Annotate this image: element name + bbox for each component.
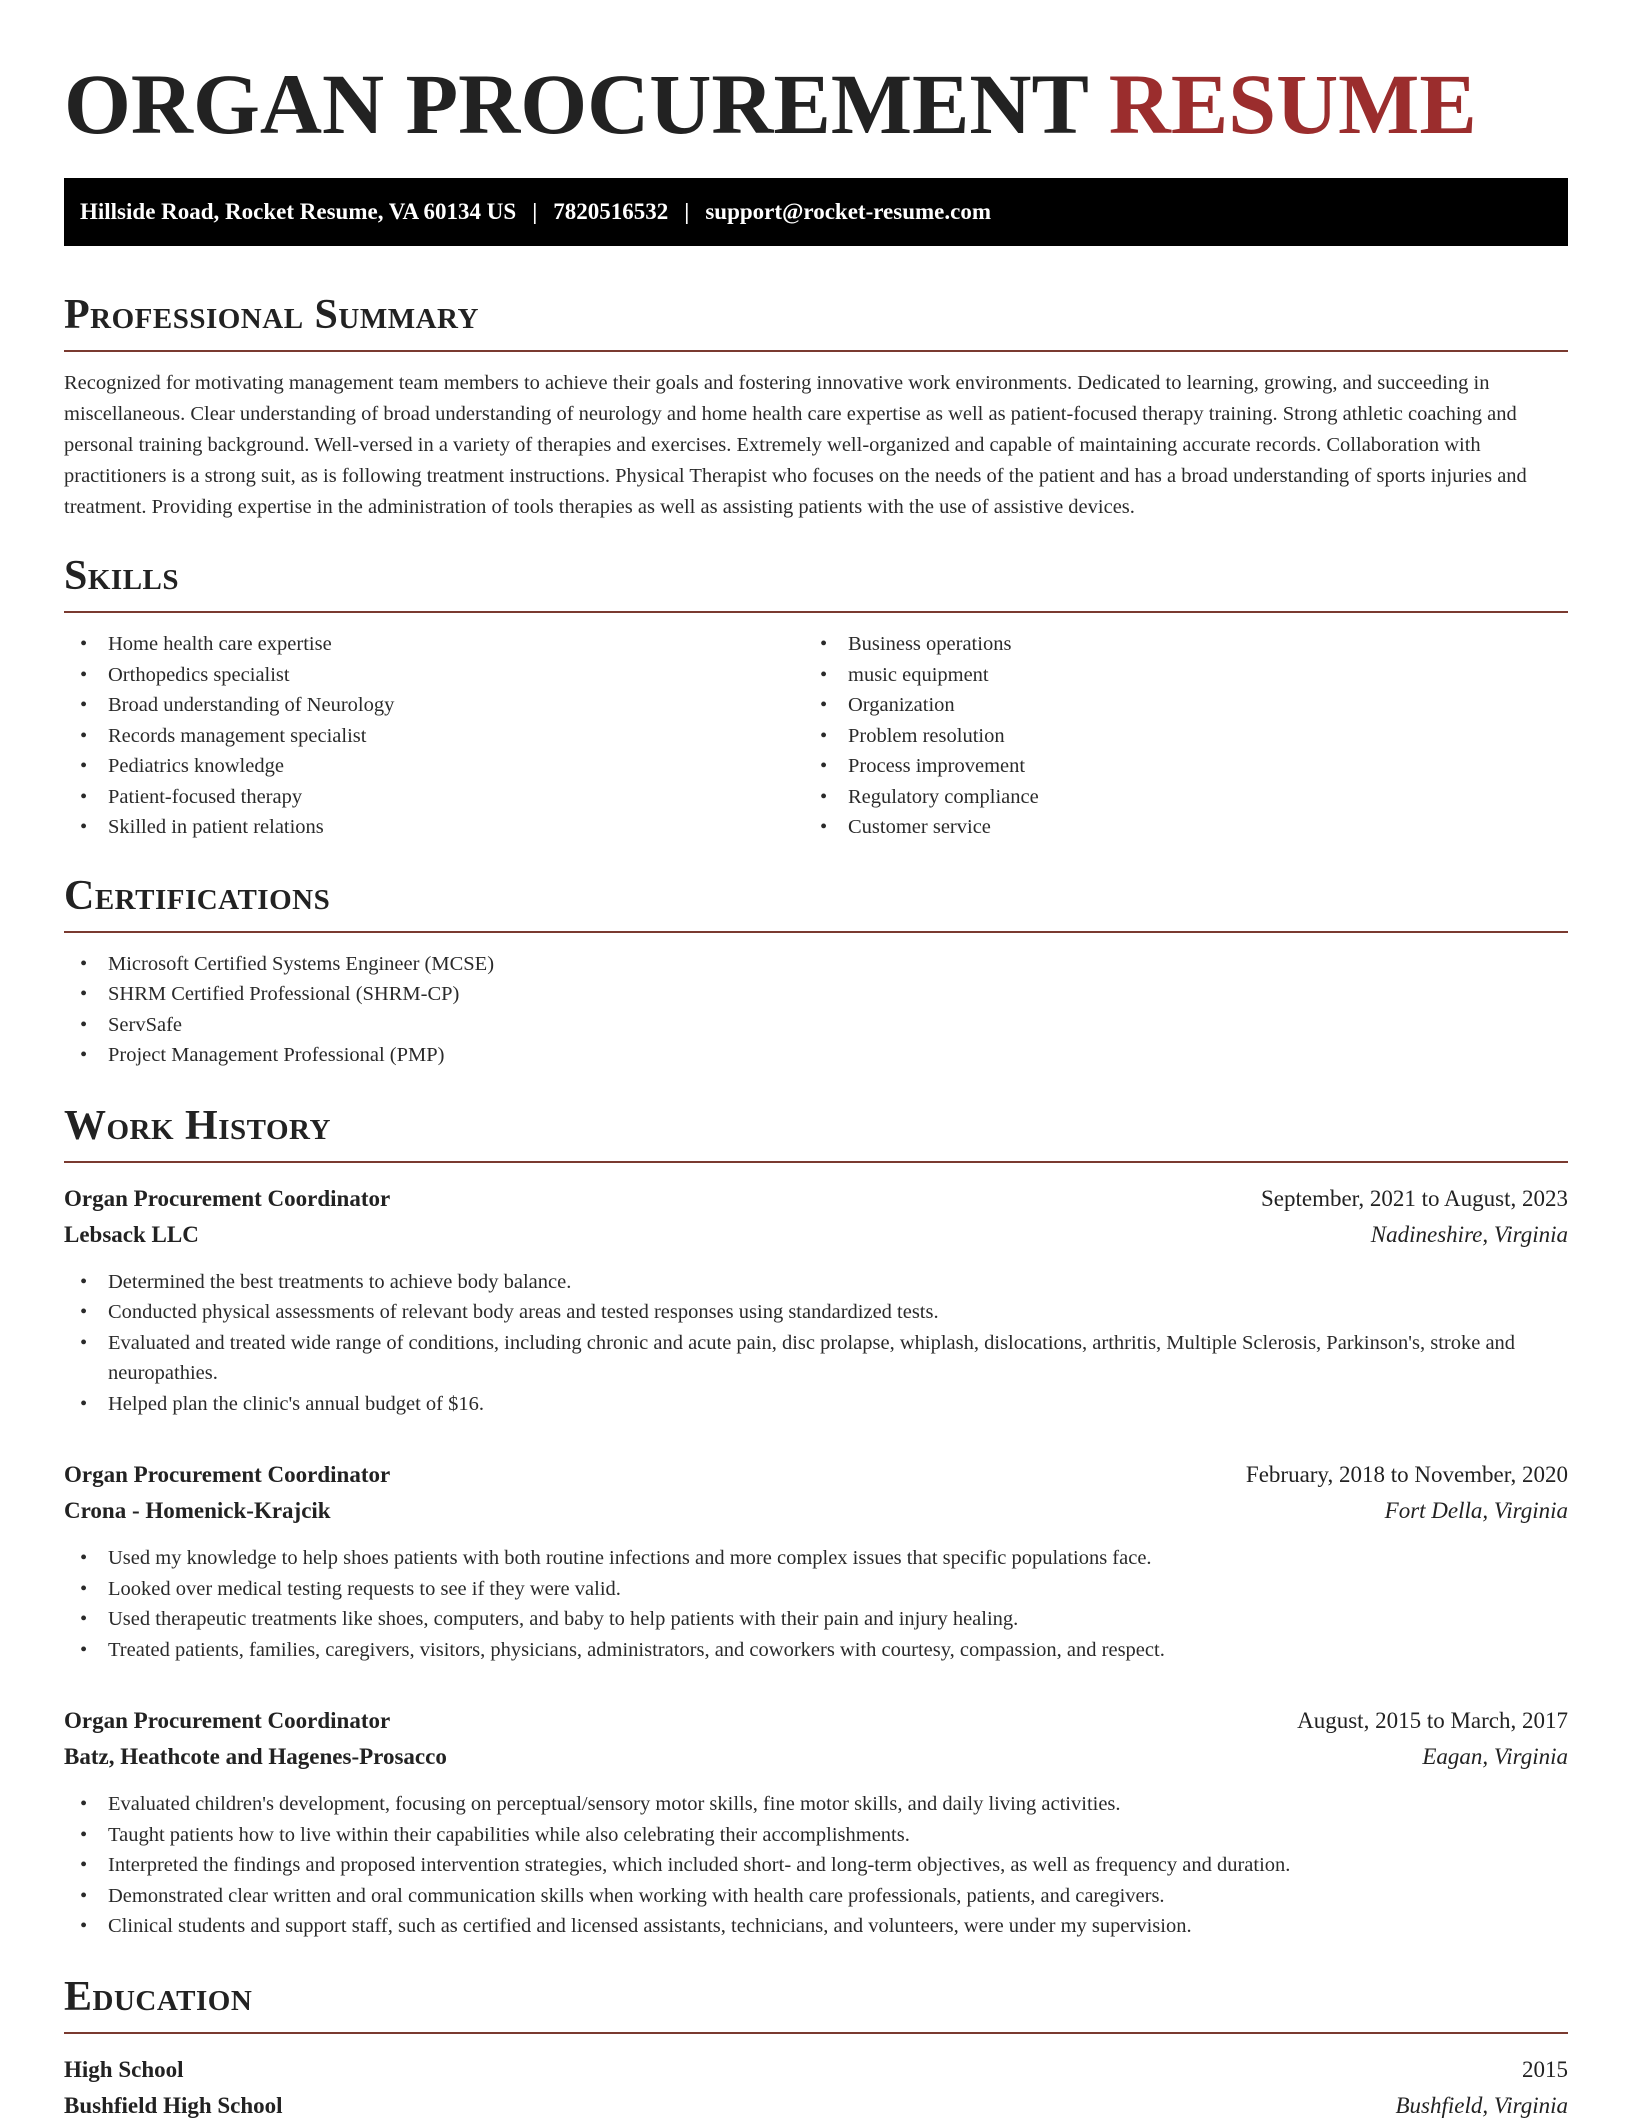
job-company-row	[64, 1217, 1568, 1253]
job-company-row	[64, 1493, 1568, 1529]
skill-item: • Regulatory compliance	[804, 782, 1544, 813]
job-dates: February, 2018 to November, 2020	[1245, 1462, 1568, 1487]
job-company: Batz, Heathcote and Hagenes-Prosacco	[64, 1744, 447, 1769]
job-bullet: • Used therapeutic treatments like shoes, computers, and baby to help patients with their pain and injury healing.	[64, 1604, 1568, 1635]
education-location: Bushfield, Virginia	[1395, 2092, 1568, 2118]
education-section	[64, 1972, 1568, 2124]
job-company: Crona - Homenick-Krajcik	[64, 1498, 331, 1523]
contact-email: support@rocket-resume.com	[705, 199, 991, 224]
skill-item: • Customer service	[804, 812, 1544, 843]
work-history-section	[64, 1101, 1568, 1942]
education-school-row	[64, 2088, 1568, 2124]
skill-item: • Patient-focused therapy	[64, 782, 804, 813]
job-company-row	[64, 1739, 1568, 1775]
certification-item: • Microsoft Certified Systems Engineer (MCSE)	[64, 949, 1568, 980]
contact-phone: 7820516532	[553, 199, 669, 224]
certifications-list	[64, 949, 1568, 1071]
job-bullet: • Determined the best treatments to achieve body balance.	[64, 1267, 1568, 1298]
summary-text: Recognized for motivating management team members to achieve their goals and fostering innovative work environments. Dedicated to learning, growing, and succeeding in miscellaneous. Clear understanding of broad understanding of neurology and home health care expertise as well as patient-focused therapy training. Strong athletic coaching and personal training background. Well-versed in a variety of therapies and exercises. Extremely well-organized and capable of maintaining accurate records. Collaboration with practitioners is a strong suit, as is following treatment instructions. Physical Therapist who focuses on the needs of the patient and has a broad understanding of sports injuries and treatment. Providing expertise in the administration of tools therapies as well as assisting patients with the use of assistive devices.	[64, 372, 1527, 518]
job-location: Nadineshire, Virginia	[1370, 1221, 1568, 1247]
job-bullet: • Conducted physical assessments of relevant body areas and tested responses using standardized tests.	[64, 1297, 1568, 1328]
contact-bar	[64, 178, 1568, 246]
job-entry	[64, 1457, 1568, 1665]
education-header-row	[64, 2052, 1568, 2088]
job-bullets	[64, 1789, 1568, 1942]
job-dates: August, 2015 to March, 2017	[1297, 1708, 1568, 1733]
title-accent: RESUME	[1108, 56, 1477, 152]
job-header-row	[64, 1181, 1568, 1217]
skill-item: • Pediatrics knowledge	[64, 751, 804, 782]
section-heading-skills: Skills	[64, 551, 1568, 613]
education-degree: High School	[64, 2056, 184, 2082]
job-bullet: • Interpreted the findings and proposed intervention strategies, which included short- and long-term objectives, as well as frequency and duration.	[64, 1850, 1568, 1881]
certification-item: • Project Management Professional (PMP)	[64, 1040, 1568, 1071]
resume-title	[64, 52, 1568, 156]
education-entry	[64, 2052, 1568, 2124]
job-bullet: • Demonstrated clear written and oral communication skills when working with health care professionals, patients, and caregivers.	[64, 1881, 1568, 1912]
job-bullets	[64, 1543, 1568, 1665]
job-dates: September, 2021 to August, 2023	[1260, 1185, 1568, 1211]
job-bullet: • Clinical students and support staff, such as certified and licensed assistants, technicians, and volunteers, were under my supervision.	[64, 1911, 1568, 1942]
education-year: 2015	[1522, 2056, 1568, 2082]
section-heading-work-history: Work History	[64, 1101, 1568, 1163]
job-bullet: • Used my knowledge to help shoes patients with both routine infections and more complex issues that specific populations face.	[64, 1543, 1568, 1574]
skill-item: • Home health care expertise	[64, 629, 804, 660]
section-heading-education: Education	[64, 1972, 1568, 2034]
certification-item: • ServSafe	[64, 1010, 1568, 1041]
job-bullet: • Evaluated children's development, focusing on perceptual/sensory motor skills, fine motor skills, and daily living activities.	[64, 1789, 1568, 1820]
job-bullet: • Looked over medical testing requests to see if they were valid.	[64, 1574, 1568, 1605]
skill-item: • Orthopedics specialist	[64, 660, 804, 691]
certification-item: • SHRM Certified Professional (SHRM-CP)	[64, 979, 1568, 1010]
section-heading-certifications: Certifications	[64, 871, 1568, 933]
job-bullet: • Treated patients, families, caregivers, visitors, physicians, administrators, and coworkers with courtesy, compassion, and respect.	[64, 1635, 1568, 1666]
job-title: Organ Procurement Coordinator	[64, 1462, 391, 1487]
skills-grid	[64, 613, 1568, 843]
job-header-row	[64, 1703, 1568, 1739]
skills-list-left	[64, 629, 804, 843]
job-bullet: • Taught patients how to live within their capabilities while also celebrating their accomplishments.	[64, 1820, 1568, 1851]
certifications-section	[64, 871, 1568, 1071]
skills-section	[64, 551, 1568, 843]
title-main: ORGAN PROCUREMENT	[64, 56, 1088, 152]
job-title: Organ Procurement Coordinator	[64, 1708, 391, 1733]
skills-list-right	[804, 629, 1544, 843]
job-title: Organ Procurement Coordinator	[64, 1185, 391, 1211]
job-company: Lebsack LLC	[64, 1221, 199, 1247]
job-bullet: • Evaluated and treated wide range of conditions, including chronic and acute pain, disc prolapse, whiplash, dislocations, arthritis, Multiple Sclerosis, Parkinson's, stroke and neuropathies.	[64, 1328, 1568, 1389]
contact-separator: |	[684, 199, 690, 224]
skill-item: • Process improvement	[804, 751, 1544, 782]
summary-section	[64, 290, 1568, 523]
section-heading-summary: Professional Summary	[64, 290, 1568, 352]
skill-item: • Organization	[804, 690, 1544, 721]
skill-item: • Problem resolution	[804, 721, 1544, 752]
contact-separator: |	[532, 199, 538, 224]
skill-item: • Broad understanding of Neurology	[64, 690, 804, 721]
resume-page	[64, 0, 1568, 2124]
contact-address: Hillside Road, Rocket Resume, VA 60134 US	[80, 199, 517, 224]
skill-item: • Records management specialist	[64, 721, 804, 752]
job-bullets	[64, 1267, 1568, 1420]
job-entry	[64, 1181, 1568, 1420]
education-school: Bushfield High School	[64, 2092, 283, 2118]
job-location: Eagan, Virginia	[1422, 1744, 1568, 1769]
skill-item: • Business operations	[804, 629, 1544, 660]
job-entry	[64, 1703, 1568, 1942]
job-bullet: • Helped plan the clinic's annual budget of $16.	[64, 1389, 1568, 1420]
skill-item: • music equipment	[804, 660, 1544, 691]
skill-item: • Skilled in patient relations	[64, 812, 804, 843]
job-header-row	[64, 1457, 1568, 1493]
job-location: Fort Della, Virginia	[1384, 1498, 1568, 1523]
